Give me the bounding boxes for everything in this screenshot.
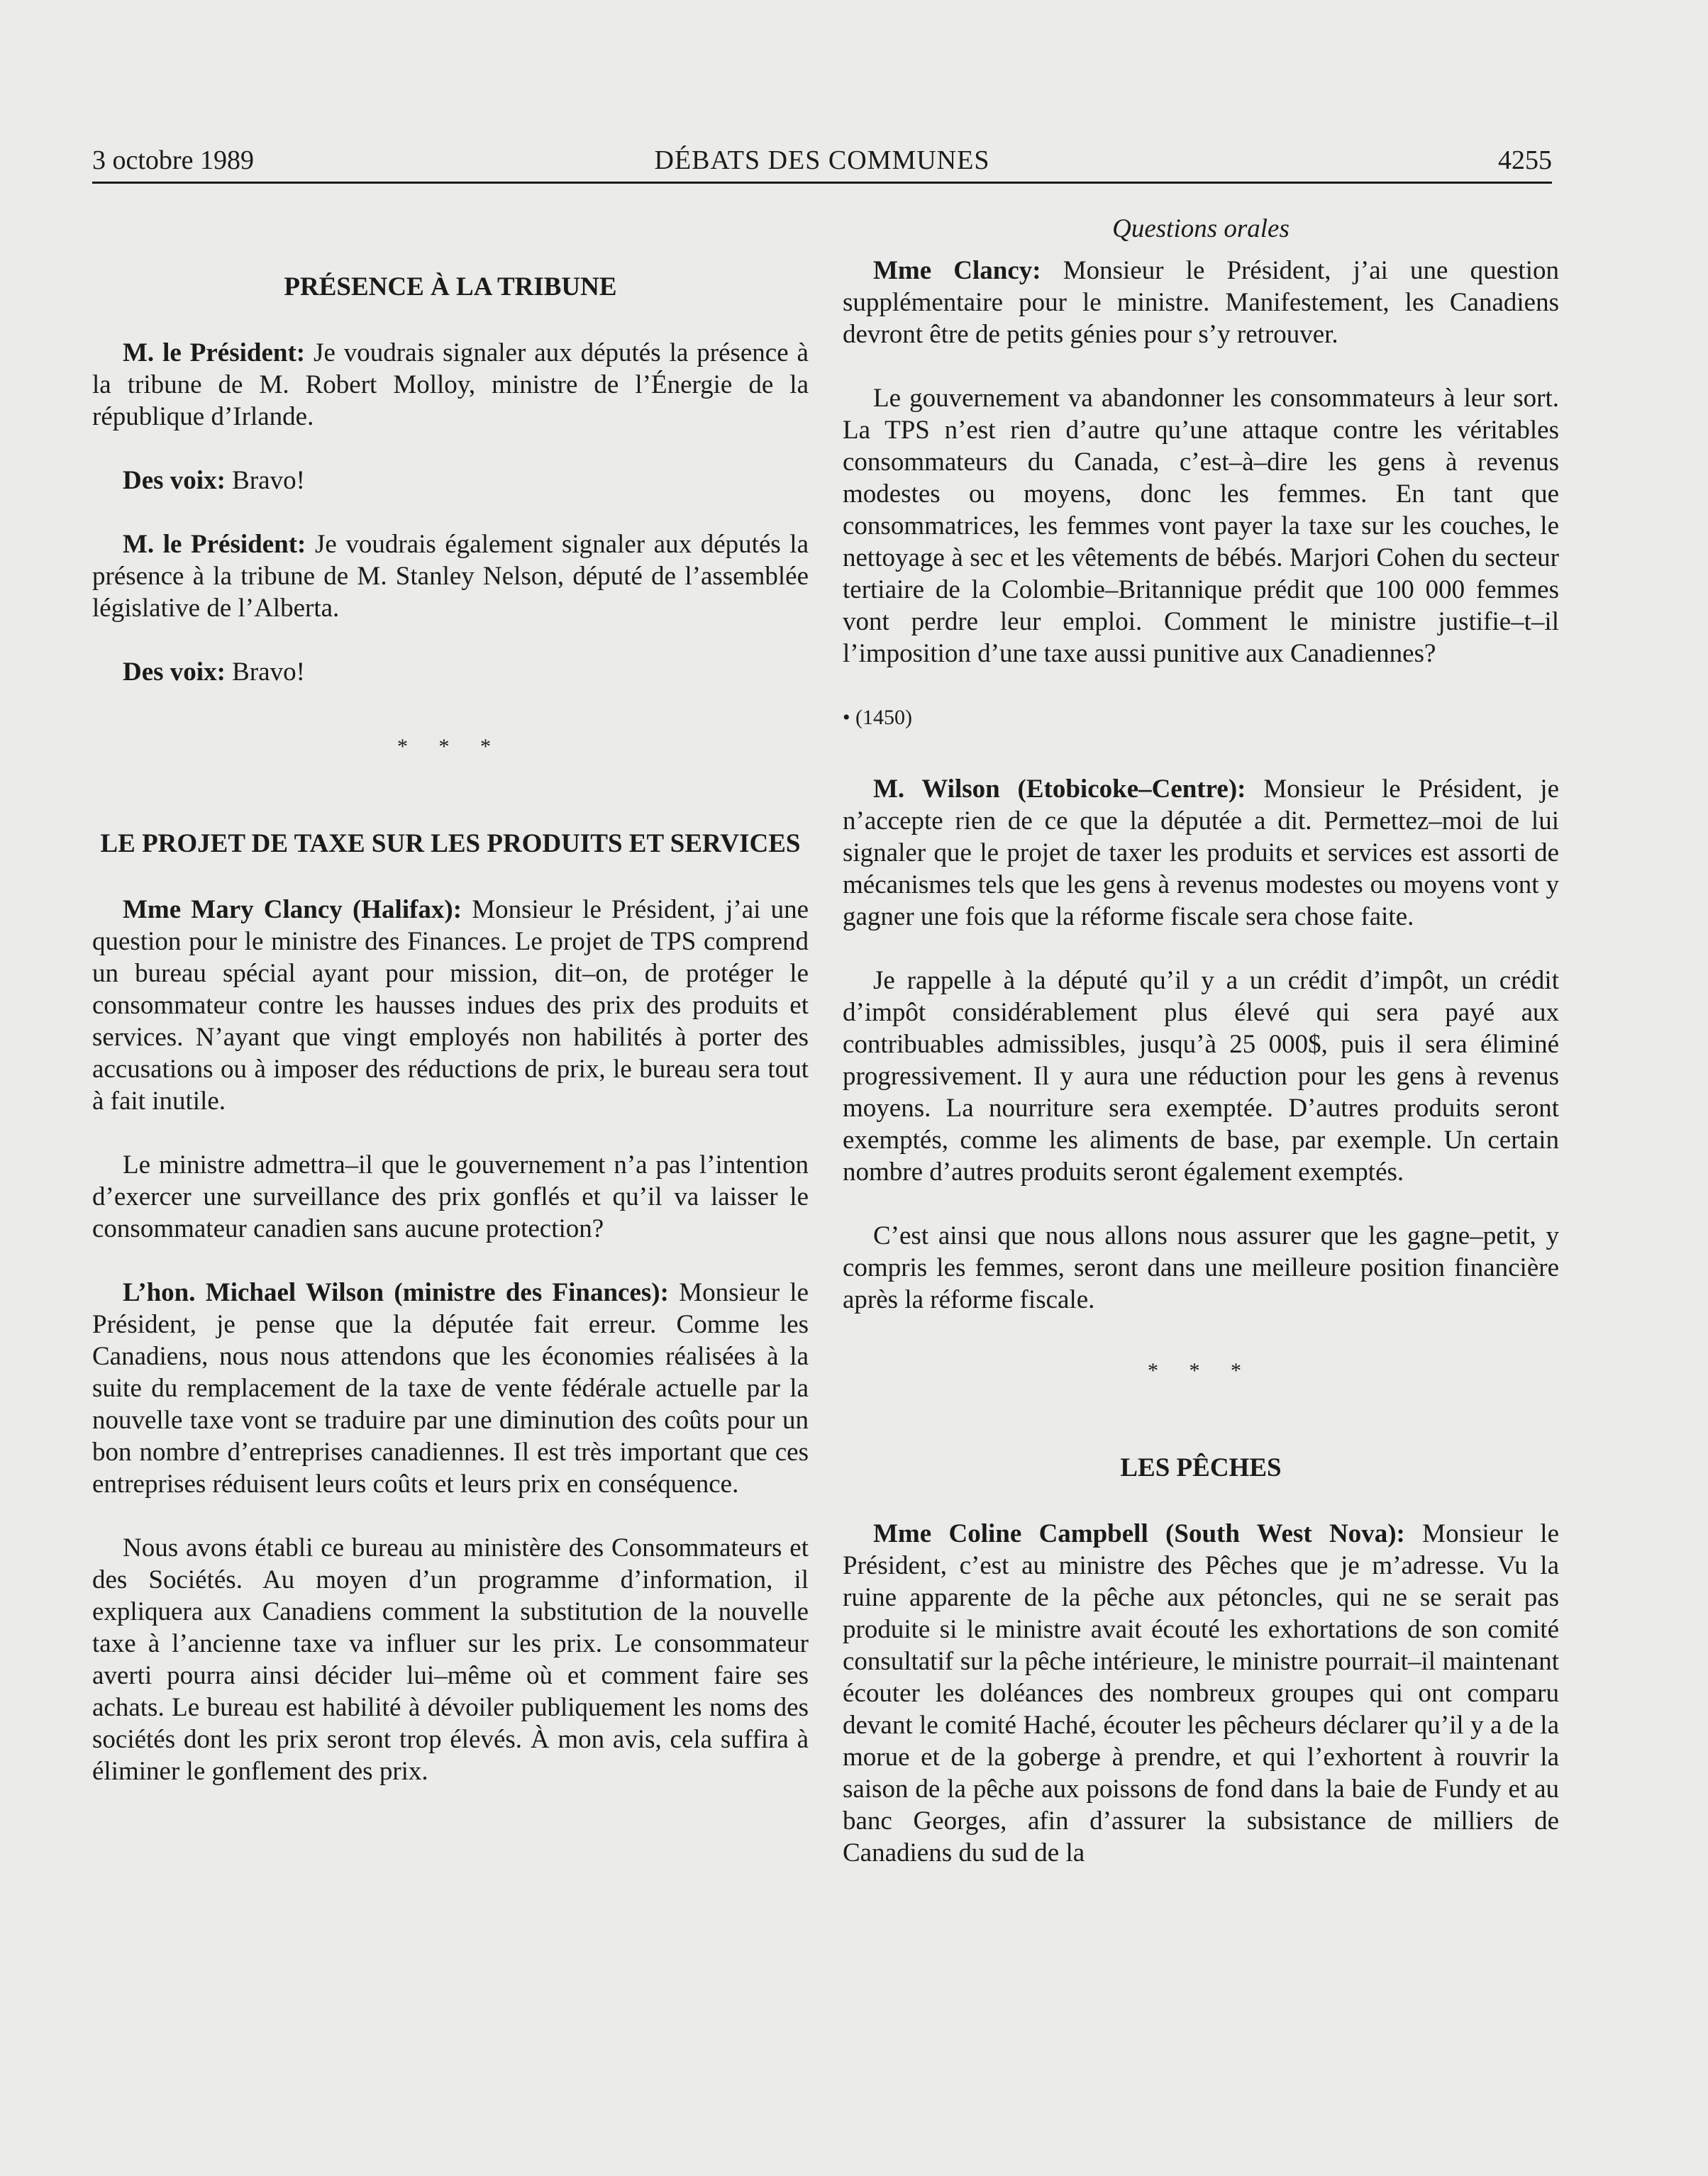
paragraph: Le ministre admettra–il que le gouvernement n’a pas l’intention d’exercer une surveillance des prix gonflés et qu’il va laisser le consommateur canadien sans aucune protection? (92, 1150, 809, 1243)
paragraph-text: Monsieur le Président, c’est au ministre des Pêches que je m’adresse. Vu la ruine apparente de la pêche aux pétoncles, qui ne se serait pas produite si le ministre avait écouté les exhortations de son comité consultatif sur la pêche intérieure, le ministre pourrait–il maintenant écouter les doléances des nombreux groupes qui ont comparu devant le comité Haché, écouter les pêcheurs déclarer qu’il y a de la morue et de la goberge à prendre, et qui l’exhortent à rouvrir la saison de la pêche aux poissons de fond dans la baie de Fundy et au banc Georges, afin d’assurer la subsistance de milliers de Canadiens du sud de la (843, 1519, 1560, 1867)
section-separator: * * * (1148, 1359, 1254, 1382)
paragraph (92, 1277, 809, 1500)
right-column (843, 213, 1559, 1901)
speaker-name: L’hon. Michael Wilson (ministre des Finances): (123, 1278, 669, 1307)
time-marker: • (1450) (843, 706, 912, 729)
paragraph (92, 894, 809, 1117)
speaker-name: M. le Président: (123, 530, 306, 559)
paragraph (92, 465, 809, 496)
section-title-peches: LES PÊCHES (1120, 1453, 1282, 1482)
paragraph-text: Monsieur le Président, je n’accepte rien de ce que la députée a dit. Permettez–moi de lui signaler que le projet de taxer les produits et services est assorti de mécanismes tels que les gens à revenus modestes ou moyens vont y gagner une fois que la réforme fiscale sera chose faite. (843, 775, 1559, 931)
speaker-name: Mme Clancy: (873, 256, 1041, 285)
header-page-number: 4255 (1498, 145, 1552, 175)
speaker-name: M. le Président: (123, 338, 306, 367)
paragraph (92, 656, 809, 688)
paragraph (92, 337, 809, 433)
paragraph (92, 528, 809, 624)
paragraph-text: Monsieur le Président, j’ai une question pour le ministre des Finances. Le projet de TPS comprend un bureau spécial ayant pour mission, dit–on, de protéger le consommateur contre les hausses indues des prix des produits et services. N’ayant que vingt employés non habilités à porter des accusations ou à imposer des réductions de prix, le bureau sera tout à fait inutile. (92, 895, 809, 1116)
paragraph (843, 1518, 1559, 1869)
page-header (92, 139, 1552, 182)
speaker-name: Des voix: (123, 657, 226, 687)
header-rule (92, 182, 1552, 184)
paragraph-text: Bravo! (225, 466, 305, 495)
paragraph: Je rappelle à la député qu’il y a un crédit d’impôt, un crédit d’impôt considérablement plus élevé qui sera payé aux contribuables admissibles, jusqu’à 25 000$, puis il sera éliminé progressivement. Il y aura une réduction pour les gens à revenus moyens. La nourriture sera exemptée. D’autres produits seront exemptés, comme les aliments de base, par exemple. Un certain nombre d’autres produits seront également exemptés. (843, 966, 1559, 1187)
paragraph-text: Monsieur le Président, j’ai une question supplémentaire pour le ministre. Manifestement, les Canadiens devront être de petits génies pour s’y retrouver. (843, 256, 1559, 349)
header-title: DÉBATS DES COMMUNES (654, 145, 990, 175)
paragraph: Nous avons établi ce bureau au ministère des Consommateurs et des Sociétés. Au moyen d’un programme d’information, il expliquera aux Canadiens comment la substitution de la nouvelle taxe à l’ancienne taxe va influer sur les prix. Le consommateur averti pourra ainsi décider lui–même où et comment faire ses achats. Le bureau est habilité à dévoiler publiquement les noms des sociétés dont les prix seront trop élevés. À mon avis, cela suffira à éliminer le gonflement des prix. (92, 1533, 809, 1786)
section-label: Questions orales (1112, 214, 1290, 243)
left-column (92, 213, 809, 1819)
paragraph-text: Je voudrais signaler aux députés la présence à la tribune de M. Robert Molloy, ministre de l’Énergie de la république d’Irlande. (92, 338, 809, 431)
paragraph (843, 255, 1559, 350)
speaker-name: Des voix: (123, 466, 226, 495)
section-title-presence: PRÉSENCE À LA TRIBUNE (284, 272, 617, 301)
speaker-name: M. Wilson (Etobicoke–Centre): (873, 775, 1246, 804)
paragraph-text: Bravo! (225, 657, 305, 687)
speaker-name: Mme Mary Clancy (Halifax): (123, 895, 462, 924)
section-separator: * * * (397, 735, 504, 758)
paragraph: C’est ainsi que nous allons nous assurer que les gagne–petit, y compris les femmes, seront dans une meilleure position financière après la réforme fiscale. (843, 1221, 1559, 1314)
paragraph (843, 773, 1559, 933)
section-title-tps: LE PROJET DE TAXE SUR LES PRODUITS ET SERVICES (100, 829, 801, 858)
header-date: 3 octobre 1989 (92, 145, 254, 175)
speaker-name: Mme Coline Campbell (South West Nova): (873, 1519, 1405, 1548)
paragraph: Le gouvernement va abandonner les consommateurs à leur sort. La TPS n’est rien d’autre qu’une attaque contre les véritables consommateurs du Canada, c’est–à–dire les gens à revenus modestes ou moyens, donc les femmes. En tant que consommatrices, les femmes vont payer la taxe sur les couches, le nettoyage à sec et les vêtements de bébés. Marjori Cohen du secteur tertiaire de la Colombie–Britannique prédit que 100 000 femmes vont perdre leur emploi. Comment le ministre justifie–t–il l’imposition d’une taxe aussi punitive aux Canadiennes? (843, 384, 1559, 668)
paragraph-text: Monsieur le Président, je pense que la députée fait erreur. Comme les Canadiens, nous nous attendons que les économies réalisées à la suite du remplacement de la taxe de vente fédérale actuelle par la nouvelle taxe vont se traduire par une diminution des coûts pour un bon nombre d’entreprises canadiennes. Il est très important que ces entreprises réduisent leurs coûts et leurs prix en conséquence. (92, 1278, 809, 1499)
paragraph-text: Je voudrais également signaler aux députés la présence à la tribune de M. Stanley Nelson, député de l’assemblée législative de l’Alberta. (92, 530, 809, 623)
